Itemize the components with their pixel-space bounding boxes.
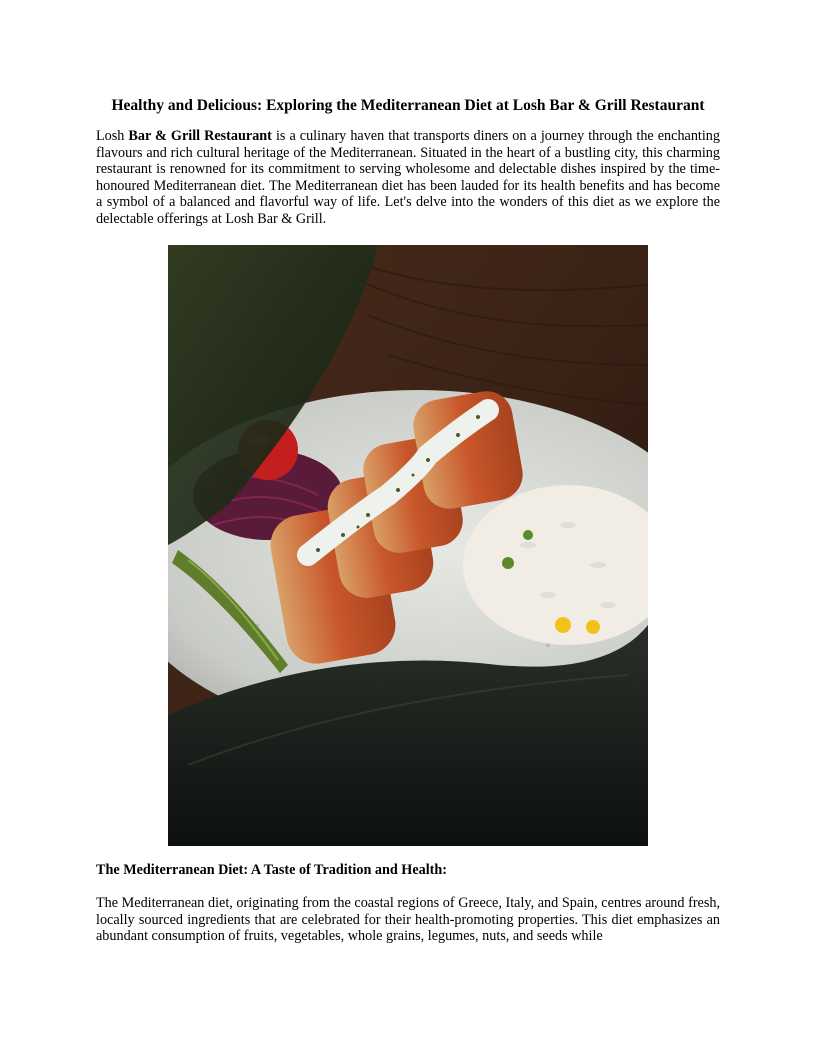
section-heading: The Mediterranean Diet: A Taste of Tradition and Health: xyxy=(96,862,448,878)
intro-lead: Losh xyxy=(96,128,129,144)
document-page xyxy=(96,96,720,227)
intro-rest: is a culinary haven that transports diners on a journey through the enchanting flavours and rich cultural heritage of the Mediterranean. Situated in the heart of a bustling city, this charming restaurant is renowned for its commitment to serving wholesome and delectable dishes inspired by the time-honoured Mediterranean diet. The Mediterranean diet has been lauded for its health benefits and has become a symbol of a balanced and flavorful way of life. Let's delve into the wonders of this diet as we explore the delectable offerings at Losh Bar & Grill. xyxy=(96,128,720,227)
section-paragraph: The Mediterranean diet, originating from the coastal regions of Greece, Italy, and Spain, centres around fresh, locally sourced ingredients that are celebrated for their health-promoting properties. This diet emphasizes an abundant consumption of fruits, vegetables, whole grains, legumes, nuts, and seeds while xyxy=(96,895,720,944)
page-title: Healthy and Delicious: Exploring the Mediterranean Diet at Losh Bar & Grill Restaurant xyxy=(111,97,705,114)
intro-bold-restaurant-name: Bar & Grill Restaurant xyxy=(128,128,272,144)
food-photo xyxy=(168,245,648,846)
intro-paragraph xyxy=(96,128,720,227)
